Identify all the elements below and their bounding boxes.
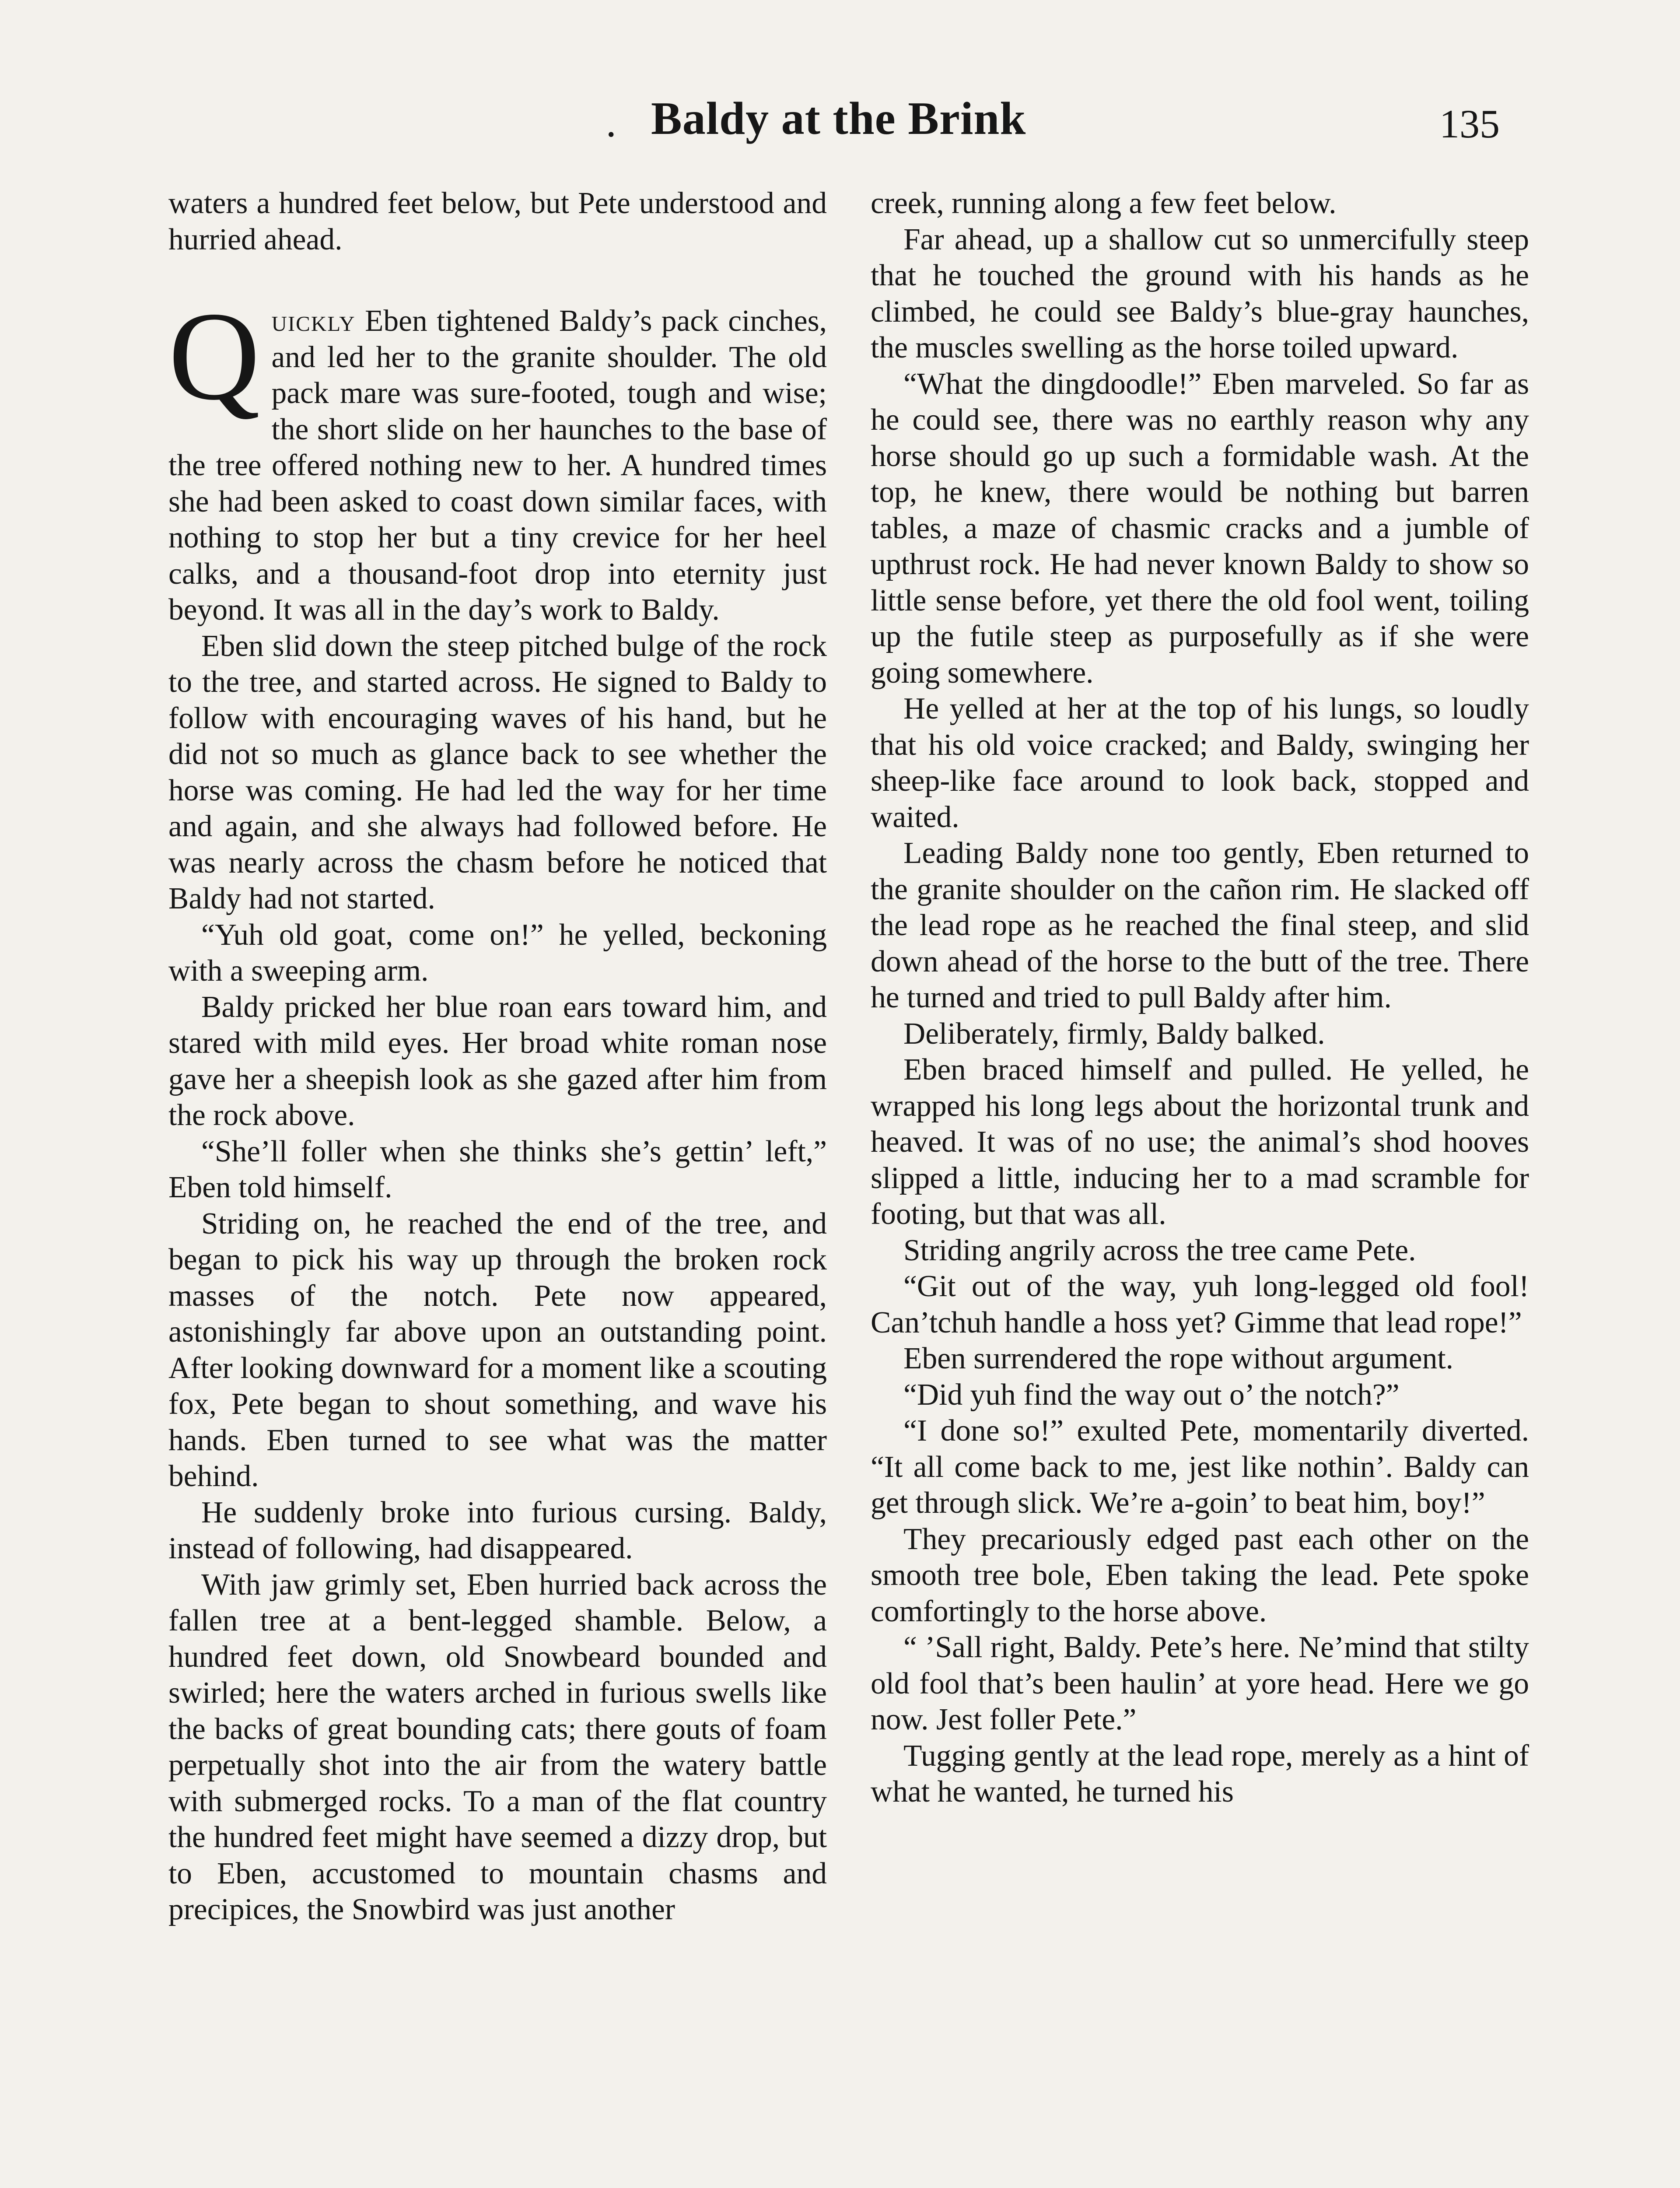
paragraph: “She’ll foller when she thinks she’s gettin’ left,” Eben told himself. (168, 1134, 827, 1204)
dropcap-paragraph-text: Eben tightened Baldy’s pack cinches, and led her to the granite shoulder. The old pack mare was sure-footed, tough and wise; the short slide on her haunches to the base of the tree offered nothing new to her. A hundred times she had been asked to coast down similar faces, with nothing to stop her but a tiny crevice for her heel calks, and a thousand-foot drop into eternity just beyond. It was all in the day’s work to Baldy. (168, 304, 827, 627)
paragraph: He yelled at her at the top of his lungs, so loudly that his old voice cracked; and Baldy, swinging her sheep-like face around to look back, stopped and waited. (871, 692, 1529, 834)
paragraph: “Did yuh find the way out o’ the notch?” (903, 1378, 1400, 1412)
page-header (0, 92, 1680, 162)
paragraph: Far ahead, up a shallow cut so unmercifully steep that he touched the ground with his hands as he climbed, he could see Baldy’s blue-gray haunches, the muscles swelling as the horse toiled upward. (871, 222, 1529, 365)
left-column (168, 186, 827, 1928)
paragraph: creek, running along a few feet below. (871, 186, 1337, 220)
paragraph: “I done so!” exulted Pete, momentarily diverted. “It all come back to me, jest like nothin’. Baldy can get through slick. We’re a-goin’ to beat him, boy!” (871, 1414, 1529, 1520)
paragraph: “What the dingdoodle!” Eben marveled. So far as he could see, there was no earthly reason why any horse should go up such a formidable wash. At the top, he knew, there would be nothing but barren tables, a maze of chasmic cracks and a jumble of upthrust rock. He had never known Baldy to show so little sense before, yet there the old fool went, toiling up the futile steep as purposefully as if she were going somewhere. (871, 367, 1529, 690)
running-title: Baldy at the Brink (651, 93, 1026, 144)
paragraph: Leading Baldy none too gently, Eben returned to the granite shoulder on the cañon rim. He slacked off the lead rope as he reached the final steep, and slid down ahead of the horse to the butt of the tree. There he turned and tried to pull Baldy after him. (871, 836, 1529, 1014)
paragraph: Tugging gently at the lead rope, merely as a hint of what he wanted, he turned his (871, 1739, 1529, 1809)
paragraph: Deliberately, firmly, Baldy balked. (903, 1017, 1325, 1051)
paragraph: “ ’Sall right, Baldy. Pete’s here. Ne’mind that stilty old fool that’s been haulin’ at yore head. Here we go now. Jest foller Pete.” (871, 1630, 1529, 1736)
paragraph: “Git out of the way, yuh long-legged old fool! Can’tchuh handle a hoss yet? Gimme that lead rope!” (871, 1269, 1529, 1339)
paragraph: Eben braced himself and pulled. He yelled, he wrapped his long legs about the horizontal trunk and heaved. It was of no use; the animal’s shod hooves slipped a little, inducing her to a mad scramble for footing, but that was all. (871, 1053, 1529, 1231)
right-column (871, 186, 1529, 1810)
dropcap-paragraph (168, 286, 827, 628)
paragraph: Eben slid down the steep pitched bulge of the rock to the tree, and started across. He signed to Baldy to follow with encouraging waves of his hand, but he did not so much as glance back to see whether the horse was coming. He had led the way for her time and again, and she always had followed before. He was nearly across the chasm before he noticed that Baldy had not started. (168, 629, 827, 915)
paragraph: Striding on, he reached the end of the tree, and began to pick his way up through the broken rock masses of the notch. Pete now appeared, astonishingly far above upon an outstanding point. After looking downward for a moment like a scouting fox, Pete began to shout something, and wave his hands. Eben turned to see what was the matter behind. (168, 1206, 827, 1493)
paragraph: Baldy pricked her blue roan ears toward him, and stared with mild eyes. Her broad white roman nose gave her a sheepish look as she gazed after him from the rock above. (168, 990, 827, 1132)
paragraph: Striding angrily across the tree came Pete. (903, 1233, 1416, 1267)
paragraph: He suddenly broke into furious cursing. Baldy, instead of following, had disappeared. (168, 1495, 827, 1565)
paragraph: “Yuh old goat, come on!” he yelled, beckoning with a sweeping arm. (168, 918, 827, 988)
paragraph: They precariously edged past each other on the smooth tree bole, Eben taking the lead. Pete spoke comfortingly to the horse above. (871, 1522, 1529, 1628)
small-caps-opening: uickly (271, 304, 356, 338)
paragraph: Eben surrendered the rope without argument. (903, 1342, 1454, 1375)
drop-cap-letter: Q (168, 286, 260, 426)
page-number: 135 (1439, 102, 1500, 146)
paragraph: With jaw grimly set, Eben hurried back across the fallen tree at a bent-legged shamble. Below, a hundred feet down, old Snowbeard bounded and swirled; here the waters arched in furious swells like the backs of great bounding cats; there gouts of foam perpetually shot into the air from the watery battle with submerged rocks. To a man of the flat country the hundred feet might have seemed a dizzy drop, but to Eben, accustomed to mountain chasms and precipices, the Snowbird was just another (168, 1567, 827, 1926)
paragraph: waters a hundred feet below, but Pete understood and hurried ahead. (168, 186, 827, 256)
header-dot: . (607, 110, 615, 144)
